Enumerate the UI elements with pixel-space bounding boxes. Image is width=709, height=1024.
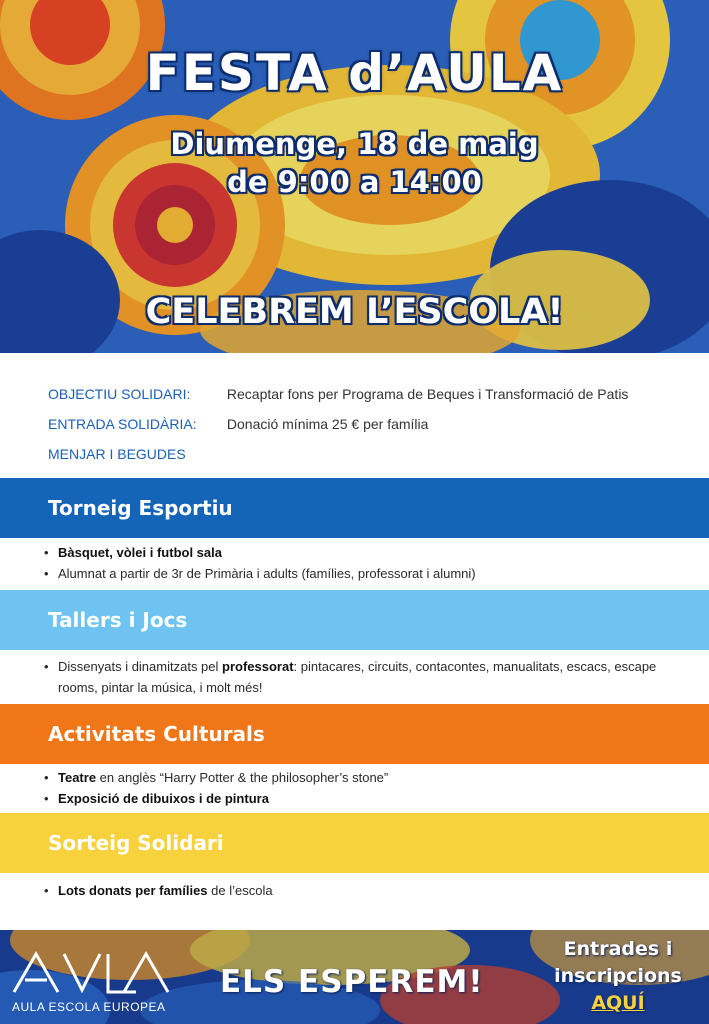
list-item-text: Dissenyats i dinamitzats pel — [58, 659, 223, 674]
footer-slogan: ELS ESPEREM! — [220, 964, 484, 1000]
section-header-tallers — [0, 590, 709, 650]
info-row-objective — [48, 384, 703, 414]
section-header-sport — [0, 478, 709, 538]
list-item-bold: Bàsquet, vòlei i futbol sala — [58, 545, 222, 560]
section-title-sport: Torneig Esportiu — [48, 496, 233, 520]
cta-line-2: inscripcions — [554, 965, 682, 987]
section-title-sorteig: Sorteig Solidari — [48, 831, 224, 855]
event-info — [48, 384, 703, 474]
aula-logo-icon — [12, 950, 172, 996]
event-title: FESTA d’AULA — [145, 44, 564, 102]
hero-slogan: CELEBREM L’ESCOLA! — [145, 292, 564, 332]
info-row-entry — [48, 414, 703, 444]
info-value-entry: Donació mínima 25 € per família — [226, 416, 429, 432]
list-item-text: de l’escola — [207, 883, 273, 898]
tickets-cta — [540, 936, 696, 1017]
list-item-bold: Exposició de dibuixos i de pintura — [58, 791, 269, 806]
event-date: Diumenge, 18 de maig — [170, 127, 539, 161]
section-header-cultural — [0, 704, 709, 764]
list-item — [44, 880, 694, 901]
section-header-sorteig — [0, 813, 709, 873]
info-row-food — [48, 444, 703, 474]
list-item — [44, 563, 694, 584]
list-item-text: Alumnat a partir de 3r de Primària i adults (famílies, professorat i alumni) — [58, 566, 476, 581]
list-item-bold: professorat — [222, 659, 294, 674]
tickets-link[interactable]: AQUÍ — [591, 992, 645, 1014]
cta-line-1: Entrades i — [563, 938, 673, 960]
list-item-bold: Teatre — [58, 770, 97, 785]
section-list-sport — [44, 542, 694, 584]
hero-banner — [0, 0, 709, 353]
section-list-sorteig — [44, 880, 694, 901]
info-value-objective: Recaptar fons per Programa de Beques i Transformació de Patis — [226, 386, 629, 402]
section-title-tallers: Tallers i Jocs — [48, 608, 188, 632]
footer-banner — [0, 930, 709, 1024]
event-time: de 9:00 a 14:00 — [227, 165, 482, 199]
list-item-bold: Lots donats per famílies — [58, 883, 208, 898]
section-list-cultural — [44, 767, 694, 809]
info-label-objective: OBJECTIU SOLIDARI: — [48, 386, 191, 402]
logo-text: AULA ESCOLA EUROPEA — [12, 1000, 166, 1014]
info-label-food: MENJAR I BEGUDES — [48, 446, 186, 462]
list-item-text: en anglès “Harry Potter & the philosopher’s stone” — [96, 770, 389, 785]
info-label-entry: ENTRADA SOLIDÀRIA: — [48, 416, 197, 432]
list-item-text: : pintacares, circuits, contacontes, manualitats, escacs, escape rooms, pintar la música, i molt més! — [58, 659, 657, 695]
list-item — [44, 788, 694, 809]
list-item — [44, 542, 694, 563]
section-list-tallers — [44, 656, 694, 698]
section-title-cultural: Activitats Culturals — [48, 722, 265, 746]
list-item — [44, 767, 694, 788]
list-item — [44, 656, 694, 698]
